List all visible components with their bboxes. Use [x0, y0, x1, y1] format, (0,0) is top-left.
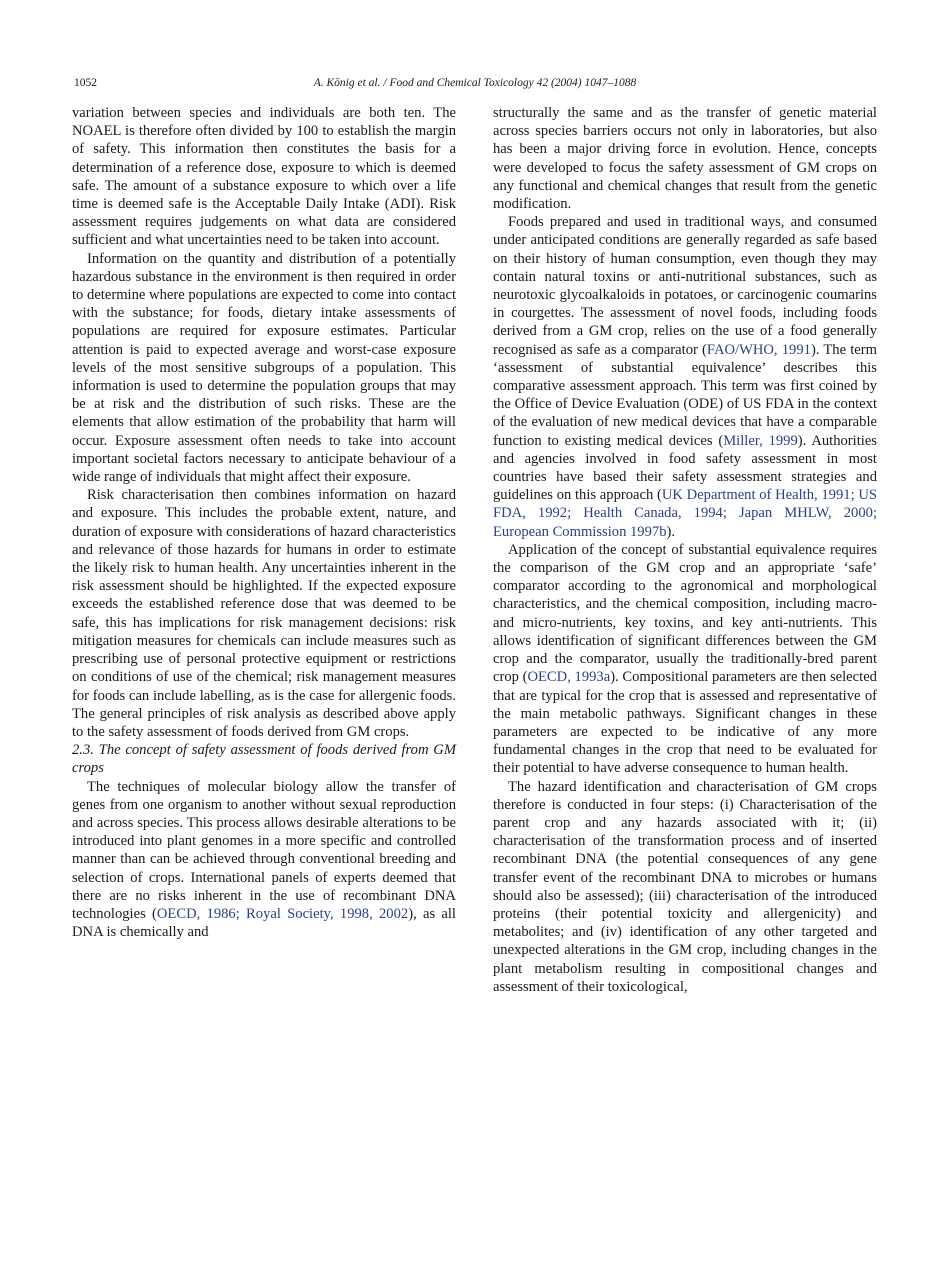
paragraph-text: Foods prepared and used in traditional ways, and consumed under anticipated conditions are generally regarded as safe based on their history of human consumption, even though they may contain natural toxins or anti-nutritional substances, such as neurotoxic glycoalkaloids in potatoes, or carcinogenic coumarins in courgettes. The assessment of novel foods, including foods derived from a GM crop, relies on the use of a food generally recognised as safe as a comparator (	[493, 214, 877, 358]
paragraph-text: Application of the concept of substantial equivalence requires the comparison of the GM crop and an appropriate ‘safe’ comparator according to the agronomical and morphological characteristics, and the chemical composition, including macro- and micro-nutrients, key toxins, and key anti-nutrients. This allows identification of significant differences between the GM crop and the comparator, usually the traditionally-bred parent crop (	[493, 541, 877, 686]
running-header	[74, 74, 876, 92]
citation-link[interactable]: Miller, 1999	[723, 432, 798, 449]
body-paragraph	[493, 213, 877, 541]
journal-citation: A. Kōnig et al. / Food and Chemical Toxicology 42 (2004) 1047–1088	[313, 77, 637, 89]
citation-link[interactable]: OECD, 1993a	[527, 669, 611, 686]
paragraph-text: ). Compositional parameters are then selected that are typical for the crop that is assessed and representative of the main metabolic pathways. Significant changes in these parameters are expected to be indicative of any more fundamental changes in the crop that need to be evaluated for their potential to have adverse consequence to human health.	[493, 669, 877, 777]
body-paragraph: variation between species and individuals are both ten. The NOAEL is therefore often divided by 100 to establish the margin of safety. This information then constitutes the basis for a determination of a reference dose, exposure to which is deemed safe. The amount of a substance exposure to which over a life time is deemed safe is the Acceptable Daily Intake (ADI). Risk assessment requires judgements on what data are considered sufficient and what uncertainties need to be taken into account.	[72, 105, 456, 249]
body-paragraph: The hazard identification and characterisation of GM crops therefore is conducted in four steps: (i) Characterisation of the parent crop and any hazards associated with it; (ii) characterisation of the transformation process and of inserted recombinant DNA (the potential consequences of any gene transfer event of the recombinant DNA to microbes or humans should also be assessed); (iii) characterisation of the introduced proteins (their potential toxicity and allergenicity) and metabolites; and (iv) identification of any other targeted and unexpected alterations in the GM crop, including changes in the plant metabolism resulting in compositional changes and assessment of their toxicological,	[493, 778, 877, 995]
body-paragraph	[493, 541, 877, 778]
paragraph-text: ), as all DNA is chemically and	[72, 905, 456, 941]
body-paragraph	[72, 778, 456, 942]
right-column	[493, 104, 877, 996]
paragraph-text: ). Authorities and agencies involved in food safety assessment in most countries have based their safety assessment strategies and guidelines on this approach (	[493, 432, 877, 504]
citation-link[interactable]: UK Department of Health, 1991; US FDA, 1992; Health Canada, 1994; Japan MHLW, 2000; European Commission 1997b	[493, 487, 877, 540]
section-heading: 2.3. The concept of safety assessment of foods derived from GM crops	[72, 742, 456, 777]
paragraph-text: The techniques of molecular biology allow the transfer of genes from one organism to another without sexual reproduction and across species. This process allows desirable alterations to be introduced into plant genomes in a more specific and controlled manner than can be achieved through conventional breeding and selection of crops. International panels of experts deemed that there are no risks inherent in the use of recombinant DNA technologies (	[72, 778, 456, 922]
paragraph-text: ). The term ‘assessment of substantial equivalence’ describes this comparative assessment approach. This term was first coined by the Office of Device Evaluation (ODE) of US FDA in the context of the evaluation of new medical devices that have a comparable function to existing medical devices (	[493, 341, 877, 449]
citation-link[interactable]: FAO/WHO, 1991	[706, 341, 811, 358]
citation-link[interactable]: OECD, 1986; Royal Society, 1998, 2002	[156, 905, 409, 922]
body-paragraph: Risk characterisation then combines information on hazard and exposure. This includes the probable extent, nature, and duration of exposure with considerations of hazard characteristics and relevance of those hazards for humans in order to estimate the likely risk to human health. Any uncertainties inherent in the risk assessment should be highlighted. If the expected exposure exceeds the established reference dose that was deemed to be safe, this has implications for risk management decisions: risk mitigation measures for chemicals can include measures such as prescribing use of personal protective equipment or restrictions on conditions of use of the chemical; risk management measures for foods can include labelling, as is the case for allergenic foods. The general principles of risk analysis as described above apply to the safety assessment of foods derived from GM crops.	[72, 487, 456, 740]
paragraph-text: ).	[666, 523, 676, 540]
page-number: 1052	[74, 77, 97, 89]
left-column	[72, 104, 456, 941]
body-paragraph: Information on the quantity and distribution of a potentially hazardous substance in the environment is then required in order to determine where populations are expected to come into contact with the substance; for foods, dietary intake assessments of populations are required for exposure estimates. Particular attention is paid to expected average and worst-case exposure levels of the most sensitive subgroups of a population. This information is used to determine the population groups that may be at risk and the distribution of such risks. These are the elements that allow estimation of the probability that harm will occur. Exposure assessment often needs to take into account important societal factors necessary to anticipate behaviour of a wide range of individuals that might affect their exposure.	[72, 250, 456, 486]
body-paragraph: structurally the same and as the transfer of genetic material across species barriers occurs not only in laboratories, but also has been a major driving force in evolution. Hence, concepts were developed to focus the safety assessment of GM crops on any functional and chemical changes that result from the genetic modification.	[493, 105, 877, 213]
